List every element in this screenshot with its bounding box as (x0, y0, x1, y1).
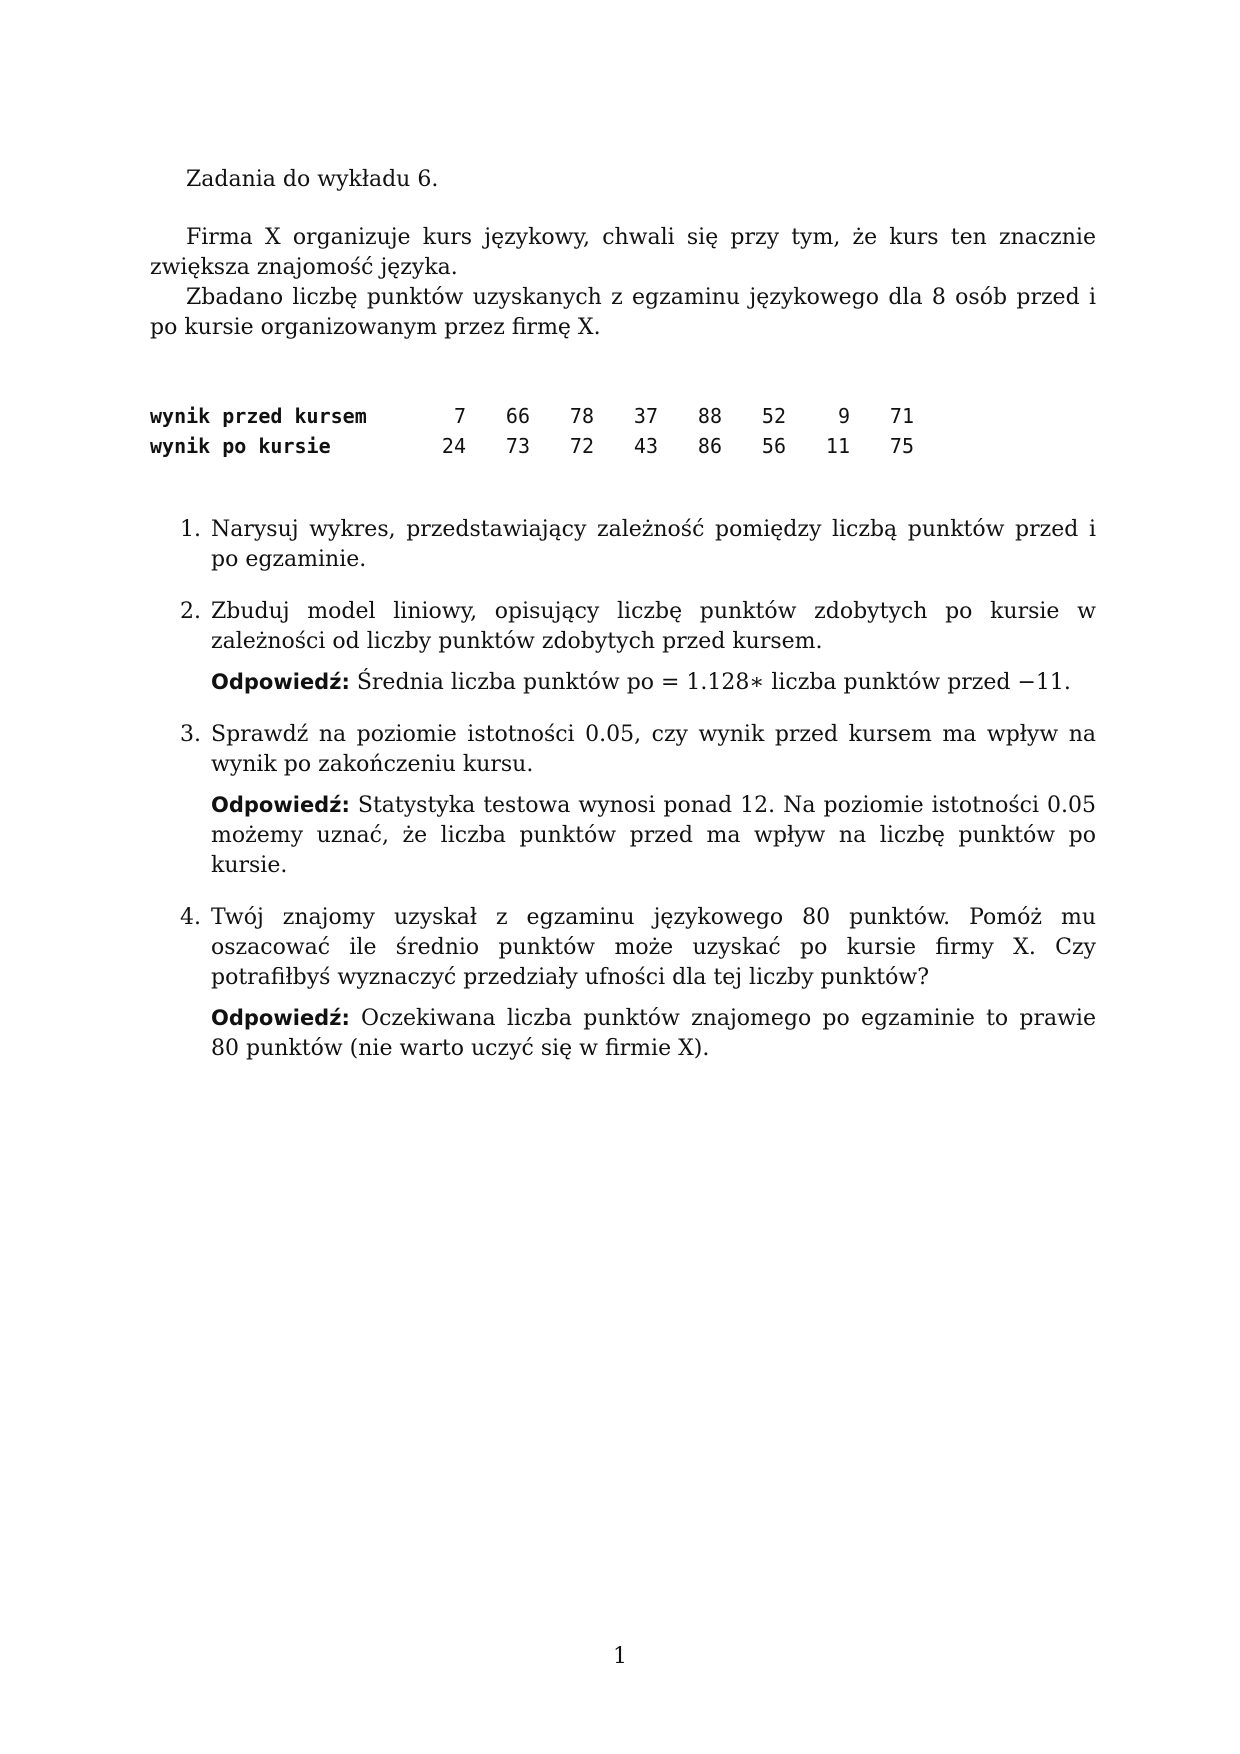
task-answer (211, 1003, 1096, 1064)
table-cell: 37 (633, 404, 658, 428)
table-cell: 86 (697, 434, 722, 458)
answer-text: Oczekiwana liczba punktów znajomego po egzaminie to prawie 80 punktów (nie warto uczyć się w firmie X). (211, 1006, 1096, 1061)
page-number: 1 (613, 1644, 627, 1669)
answer-label: Odpowiedź: (211, 670, 350, 694)
table-cell: 75 (889, 434, 914, 458)
task-item-1 (150, 515, 1096, 575)
task-number: 4. (180, 905, 201, 930)
table-cell: 7 (453, 404, 466, 428)
table-cell: 88 (697, 404, 722, 428)
answer-text: Statystyka testowa wynosi ponad 12. Na poziomie istotności 0.05 możemy uznać, że liczba punktów przed ma wpływ na liczbę punktów po kursie. (211, 793, 1096, 878)
task-number: 1. (180, 517, 201, 542)
task-number: 2. (180, 599, 201, 624)
row-label: wynik przed kursem (150, 404, 367, 428)
answer-label: Odpowiedź: (211, 793, 350, 817)
intro-paragraph-2: Zbadano liczbę punktów uzyskanych z egzaminu językowego dla 8 osób przed i po kursie organizowanym przez firmę X. (150, 285, 1096, 340)
table-cell: 9 (837, 404, 850, 428)
table-cell: 66 (505, 404, 530, 428)
table-row-after (150, 431, 914, 461)
table-cell: 78 (569, 404, 594, 428)
task-item-3 (150, 720, 1096, 881)
table-cell: 11 (825, 434, 850, 458)
task-number: 3. (180, 722, 201, 747)
task-answer (211, 790, 1096, 881)
table-cell: 73 (505, 434, 530, 458)
answer-label: Odpowiedź: (211, 1006, 350, 1030)
task-list (150, 515, 1096, 1064)
task-item-2 (150, 597, 1096, 698)
task-answer (211, 667, 1096, 698)
task-text: Sprawdź na poziomie istotności 0.05, czy wynik przed kursem ma wpływ na wynik po zakończeniu kursu. (211, 722, 1096, 777)
task-text: Narysuj wykres, przedstawiający zależność pomiędzy liczbą punktów przed i po egzaminie. (211, 517, 1096, 572)
scores-table (150, 401, 914, 461)
document-page (150, 165, 1096, 1086)
task-item-4 (150, 903, 1096, 1064)
table-cell: 43 (633, 434, 658, 458)
table-cell: 56 (761, 434, 786, 458)
table-row-before (150, 401, 914, 431)
task-text: Twój znajomy uzyskał z egzaminu językowego 80 punktów. Pomóż mu oszacować ile średnio punktów może uzyskać po kursie firmy X. Czy potrafiłbyś wyznaczyć przedziały ufności dla tej liczby punktów? (211, 905, 1096, 990)
table-cell: 52 (761, 404, 786, 428)
table-cell: 71 (889, 404, 914, 428)
answer-text: Średnia liczba punktów po = 1.128∗ liczba punktów przed −11. (356, 670, 1071, 695)
page-heading: Zadania do wykładu 6. (186, 167, 439, 192)
row-label: wynik po kursie (150, 434, 331, 458)
table-cell: 24 (441, 434, 466, 458)
intro-paragraph-1: Firma X organizuje kurs językowy, chwali się przy tym, że kurs ten znacznie zwiększa znajomość języka. (150, 225, 1096, 280)
task-text: Zbuduj model liniowy, opisujący liczbę punktów zdobytych po kursie w zależności od liczby punktów zdobytych przed kursem. (211, 599, 1096, 654)
table-cell: 72 (569, 434, 594, 458)
